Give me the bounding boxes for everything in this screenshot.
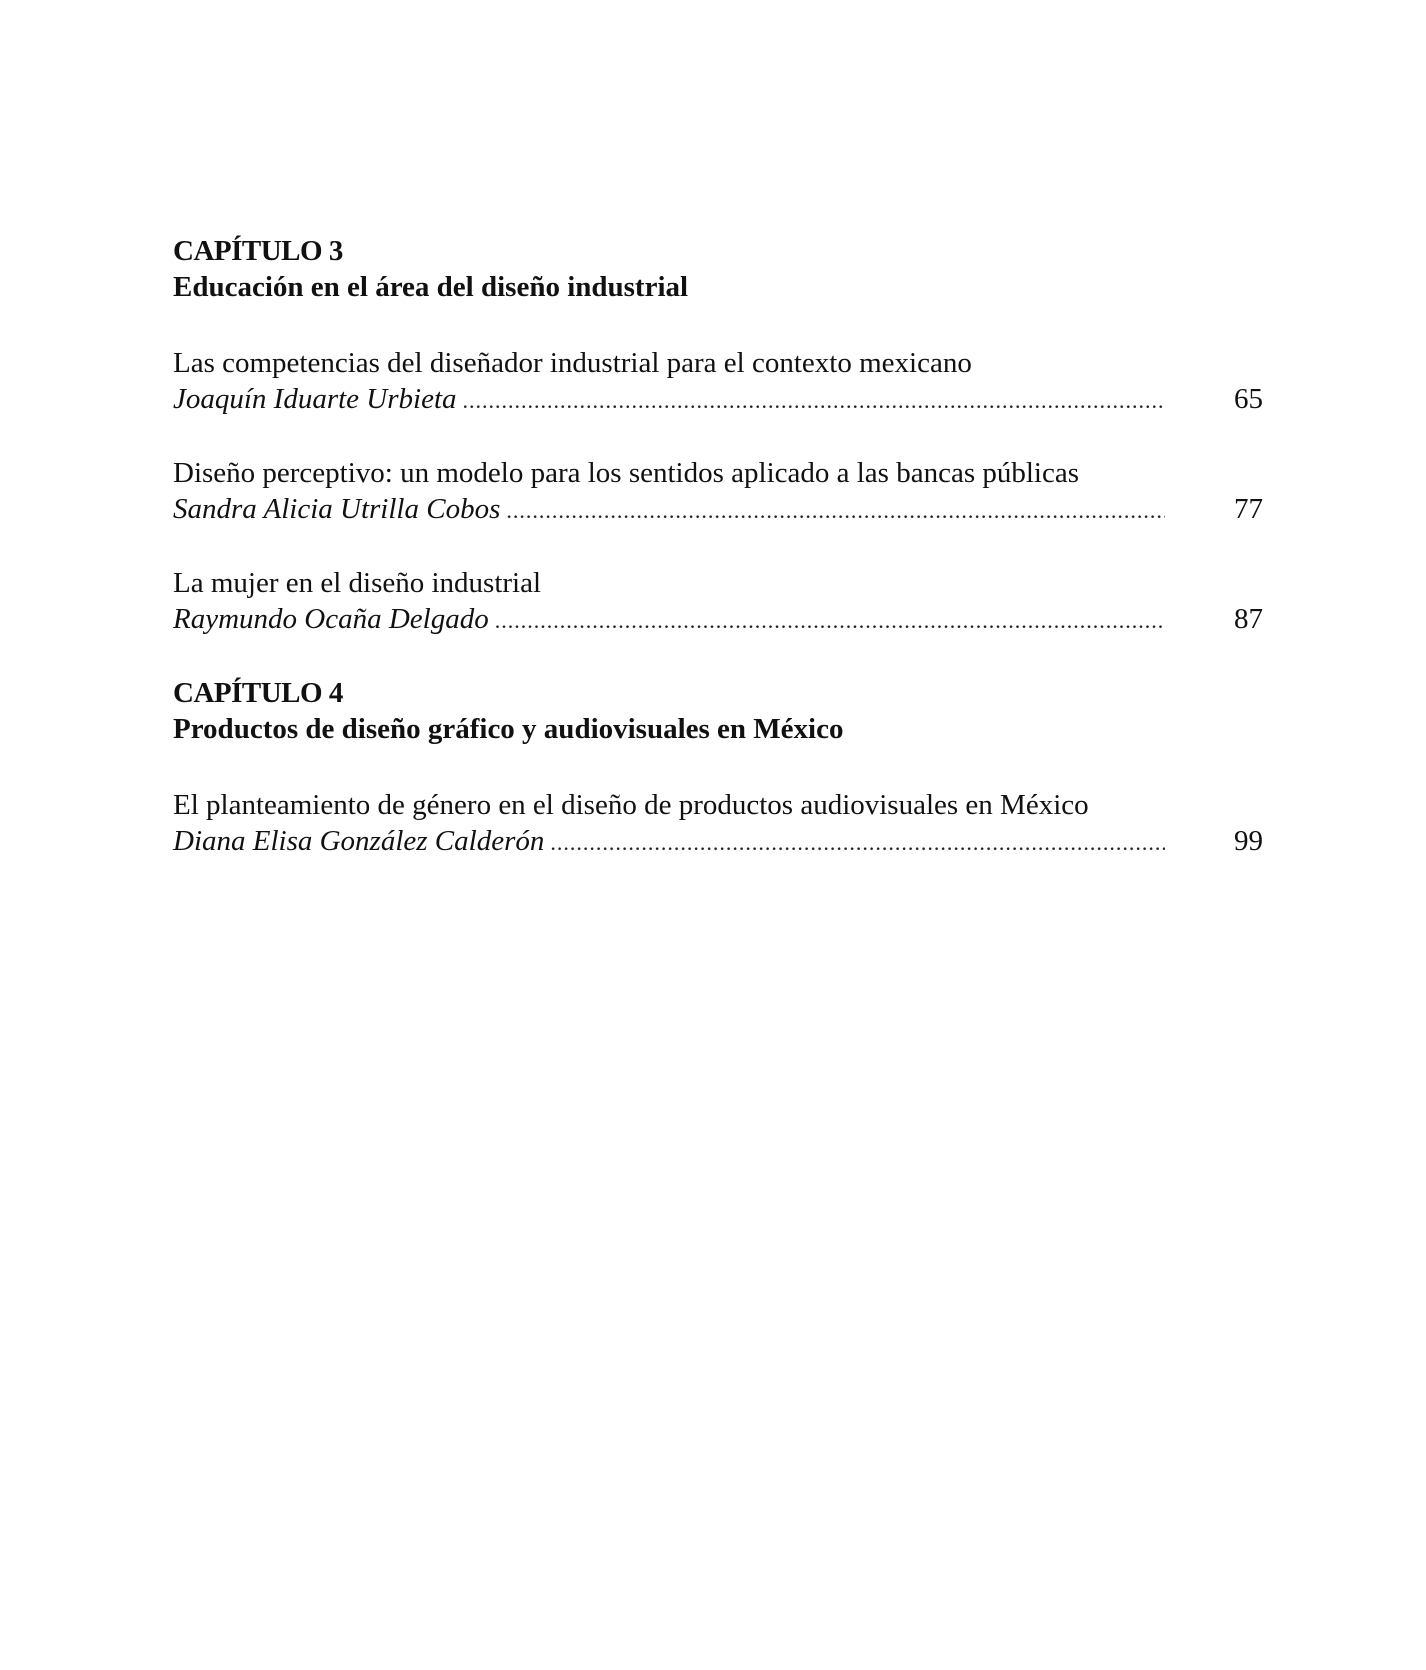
entry-page-number: 99 bbox=[1234, 825, 1263, 857]
entry-author: Sandra Alicia Utrilla Cobos bbox=[173, 493, 501, 525]
toc-entry bbox=[173, 345, 1263, 419]
entry-author: Joaquín Iduarte Urbieta bbox=[173, 383, 457, 415]
toc-entry bbox=[173, 565, 1263, 639]
chapter-title: Productos de diseño gráfico y audiovisuales en México bbox=[173, 713, 844, 745]
dot-leader bbox=[506, 493, 1165, 529]
chapter-title: Educación en el área del diseño industrial bbox=[173, 271, 689, 303]
entry-title: La mujer en el diseño industrial bbox=[173, 567, 542, 599]
entry-line bbox=[173, 381, 1263, 419]
entry-page-number: 65 bbox=[1234, 383, 1263, 415]
dot-leader bbox=[495, 603, 1165, 639]
toc-entry bbox=[173, 455, 1263, 529]
entry-line bbox=[173, 491, 1263, 529]
entry-author: Raymundo Ocaña Delgado bbox=[173, 603, 489, 635]
entry-line bbox=[173, 823, 1263, 861]
entry-author: Diana Elisa González Calderón bbox=[173, 825, 545, 857]
entry-line bbox=[173, 601, 1263, 639]
entry-page-number: 87 bbox=[1234, 603, 1263, 635]
table-of-contents bbox=[173, 233, 1263, 897]
chapter-number: CAPÍTULO 4 bbox=[173, 677, 343, 709]
entry-title: Las competencias del diseñador industrial para el contexto mexicano bbox=[173, 347, 972, 379]
dot-leader bbox=[550, 825, 1165, 861]
chapter-3 bbox=[173, 233, 1263, 639]
chapter-4 bbox=[173, 675, 1263, 861]
toc-entry bbox=[173, 787, 1263, 861]
dot-leader bbox=[463, 383, 1165, 419]
chapter-number: CAPÍTULO 3 bbox=[173, 235, 343, 267]
entry-title: Diseño perceptivo: un modelo para los sentidos aplicado a las bancas públicas bbox=[173, 457, 1079, 489]
entry-page-number: 77 bbox=[1234, 493, 1263, 525]
entry-title: El planteamiento de género en el diseño de productos audiovisuales en México bbox=[173, 789, 1089, 821]
